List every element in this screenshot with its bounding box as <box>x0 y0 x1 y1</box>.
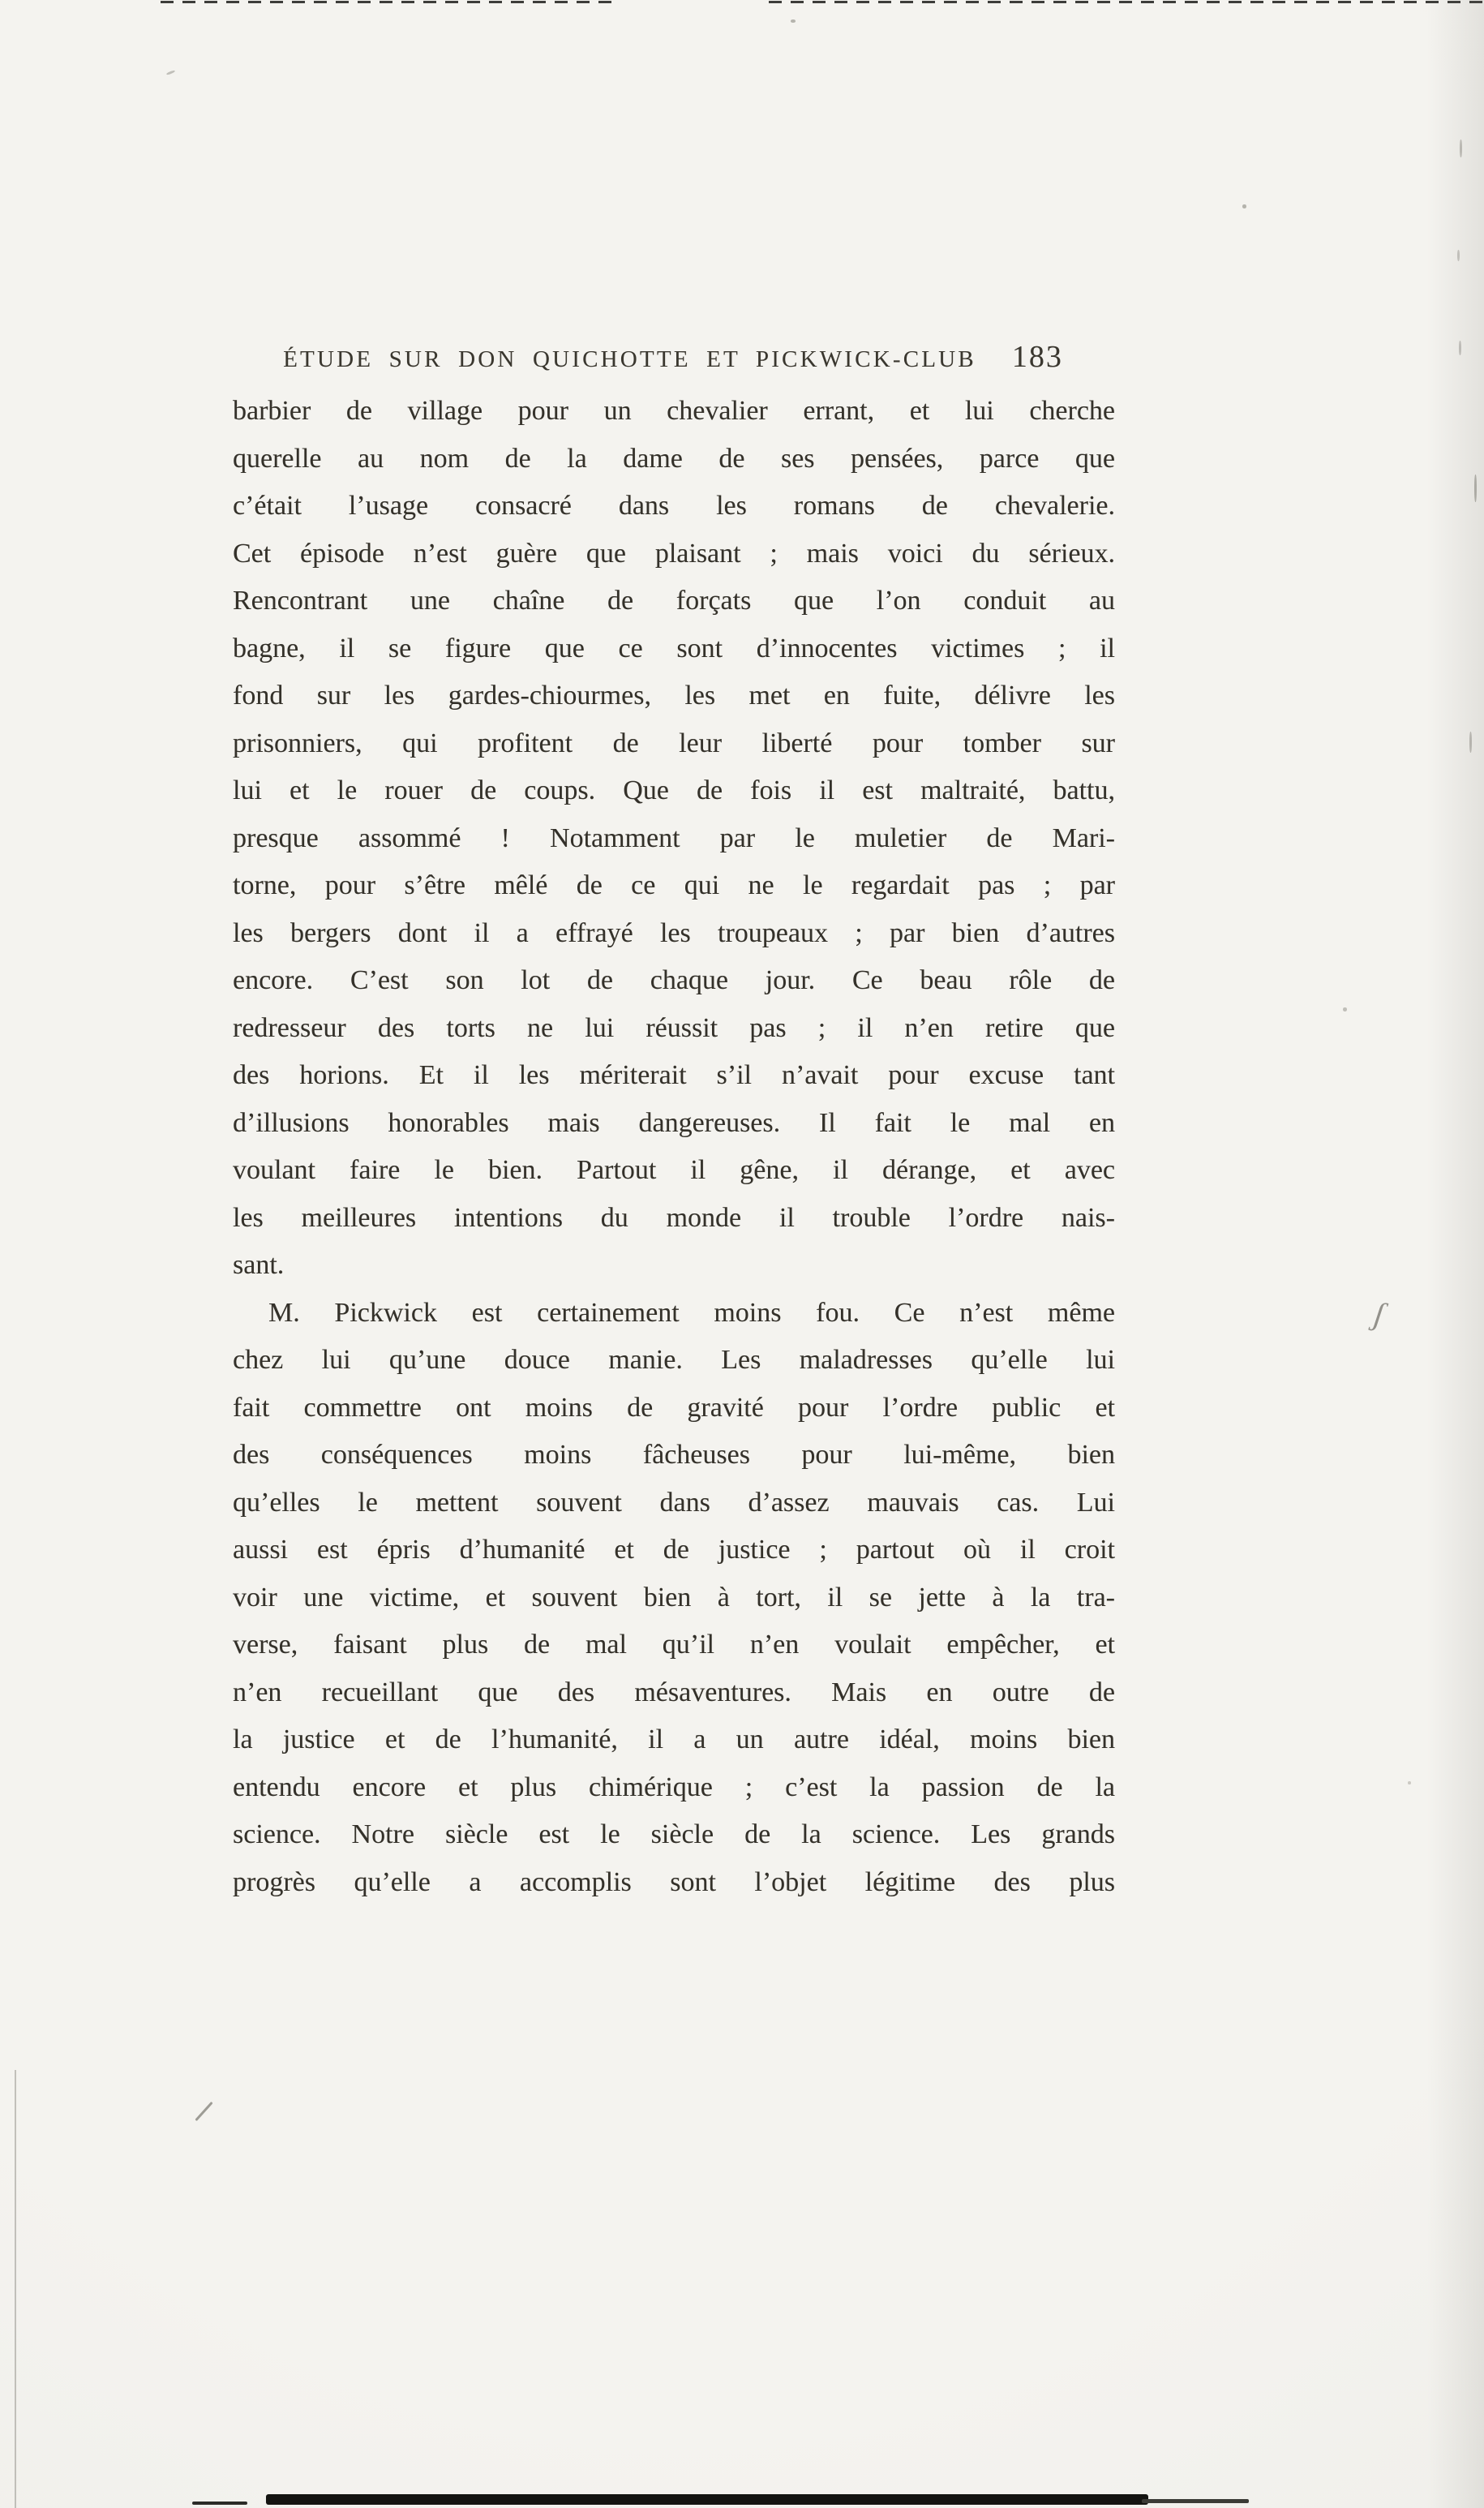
text-line: querelle au nom de la dame de ses pensées, parce que <box>233 443 1115 474</box>
scan-speck <box>1460 140 1462 157</box>
scan-speck <box>791 19 796 23</box>
text-line: entendu encore et plus chimérique ; c’est la passion de la <box>233 1771 1115 1802</box>
text-line: encore. C’est son lot de chaque jour. Ce beau rôle de <box>233 965 1115 995</box>
text-line: qu’elles le mettent souvent dans d’assez mauvais cas. Lui <box>233 1487 1115 1518</box>
text-line: bagne, il se figure que ce sont d’innocentes victimes ; il <box>233 633 1115 664</box>
text-line: verse, faisant plus de mal qu’il n’en voulait empêcher, et <box>233 1630 1115 1660</box>
text-line: des conséquences moins fâcheuses pour lui-même, bien <box>233 1440 1115 1470</box>
scan-edge-line <box>15 2070 16 2508</box>
text-line: voulant faire le bien. Partout il gêne, il dérange, et avec <box>233 1155 1115 1185</box>
scan-shadow <box>1427 0 1484 2508</box>
scan-speck <box>1459 341 1461 355</box>
text-line: voir une victime, et souvent bien à tort, il se jette à la tra- <box>233 1582 1115 1613</box>
scan-speck <box>1242 204 1246 208</box>
scan-bottom-band <box>266 2494 1148 2505</box>
text-line: d’illusions honorables mais dangereuses. Il fait le mal en <box>233 1107 1115 1138</box>
text-line-paragraph-start: M. Pickwick est certainement moins fou. Ce n’est même <box>268 1297 1115 1328</box>
scan-speck <box>166 70 175 75</box>
page-header <box>233 339 1113 375</box>
text-line: lui et le rouer de coups. Que de fois il est maltraité, battu, <box>233 775 1115 805</box>
scan-speck <box>1469 732 1472 753</box>
text-block <box>233 388 1115 1906</box>
text-line: n’en recueillant que des mésaventures. Mais en outre de <box>233 1677 1115 1707</box>
page-number: 183 <box>1011 340 1063 374</box>
scan-bottom-dash <box>192 2502 247 2505</box>
scan-bottom-band-tail <box>1142 2499 1249 2503</box>
scan-stray-mark: ʃ <box>1371 1295 1387 1333</box>
scan-edge-dashes <box>769 1 1484 3</box>
text-line: torne, pour s’être mêlé de ce qui ne le regardait pas ; par <box>233 870 1115 900</box>
text-line: des horions. Et il les mériterait s’il n’avait pour excuse tant <box>233 1060 1115 1090</box>
scan-speck <box>1474 475 1477 502</box>
scan-speck <box>1343 1007 1347 1011</box>
text-line: fond sur les gardes-chiourmes, les met en fuite, délivre les <box>233 681 1115 711</box>
text-line: aussi est épris d’humanité et de justice ; partout où il croit <box>233 1535 1115 1565</box>
text-line: progrès qu’elle a accomplis sont l’objet légitime des plus <box>233 1866 1115 1897</box>
scan-pencil-mark <box>195 2102 212 2121</box>
scan-speck <box>1457 250 1460 261</box>
text-line: barbier de village pour un chevalier errant, et lui cherche <box>233 396 1115 426</box>
text-line: les bergers dont il a effrayé les troupeaux ; par bien d’autres <box>233 917 1115 948</box>
text-line-paragraph-end: sant. <box>233 1250 285 1280</box>
text-line: prisonniers, qui profitent de leur liberté pour tomber sur <box>233 728 1115 758</box>
text-line: chez lui qu’une douce manie. Les maladresses qu’elle lui <box>233 1345 1115 1375</box>
text-line: les meilleures intentions du monde il trouble l’ordre nais- <box>233 1202 1115 1233</box>
text-line: fait commettre ont moins de gravité pour l’ordre public et <box>233 1392 1115 1423</box>
text-line: science. Notre siècle est le siècle de la science. Les grands <box>233 1819 1115 1849</box>
text-line: redresseur des torts ne lui réussit pas ; il n’en retire que <box>233 1012 1115 1043</box>
running-title: ÉTUDE SUR DON QUICHOTTE ET PICKWICK-CLUB <box>283 346 976 372</box>
scan-speck <box>1408 1781 1411 1784</box>
text-line: presque assommé ! Notamment par le muletier de Mari- <box>233 822 1115 853</box>
text-line: c’était l’usage consacré dans les romans de chevalerie. <box>233 491 1115 521</box>
scan-edge-dashes <box>161 1 615 3</box>
text-line: la justice et de l’humanité, il a un autre idéal, moins bien <box>233 1724 1115 1754</box>
text-line: Rencontrant une chaîne de forçats que l’on conduit au <box>233 586 1115 616</box>
text-line: Cet épisode n’est guère que plaisant ; mais voici du sérieux. <box>233 538 1115 569</box>
